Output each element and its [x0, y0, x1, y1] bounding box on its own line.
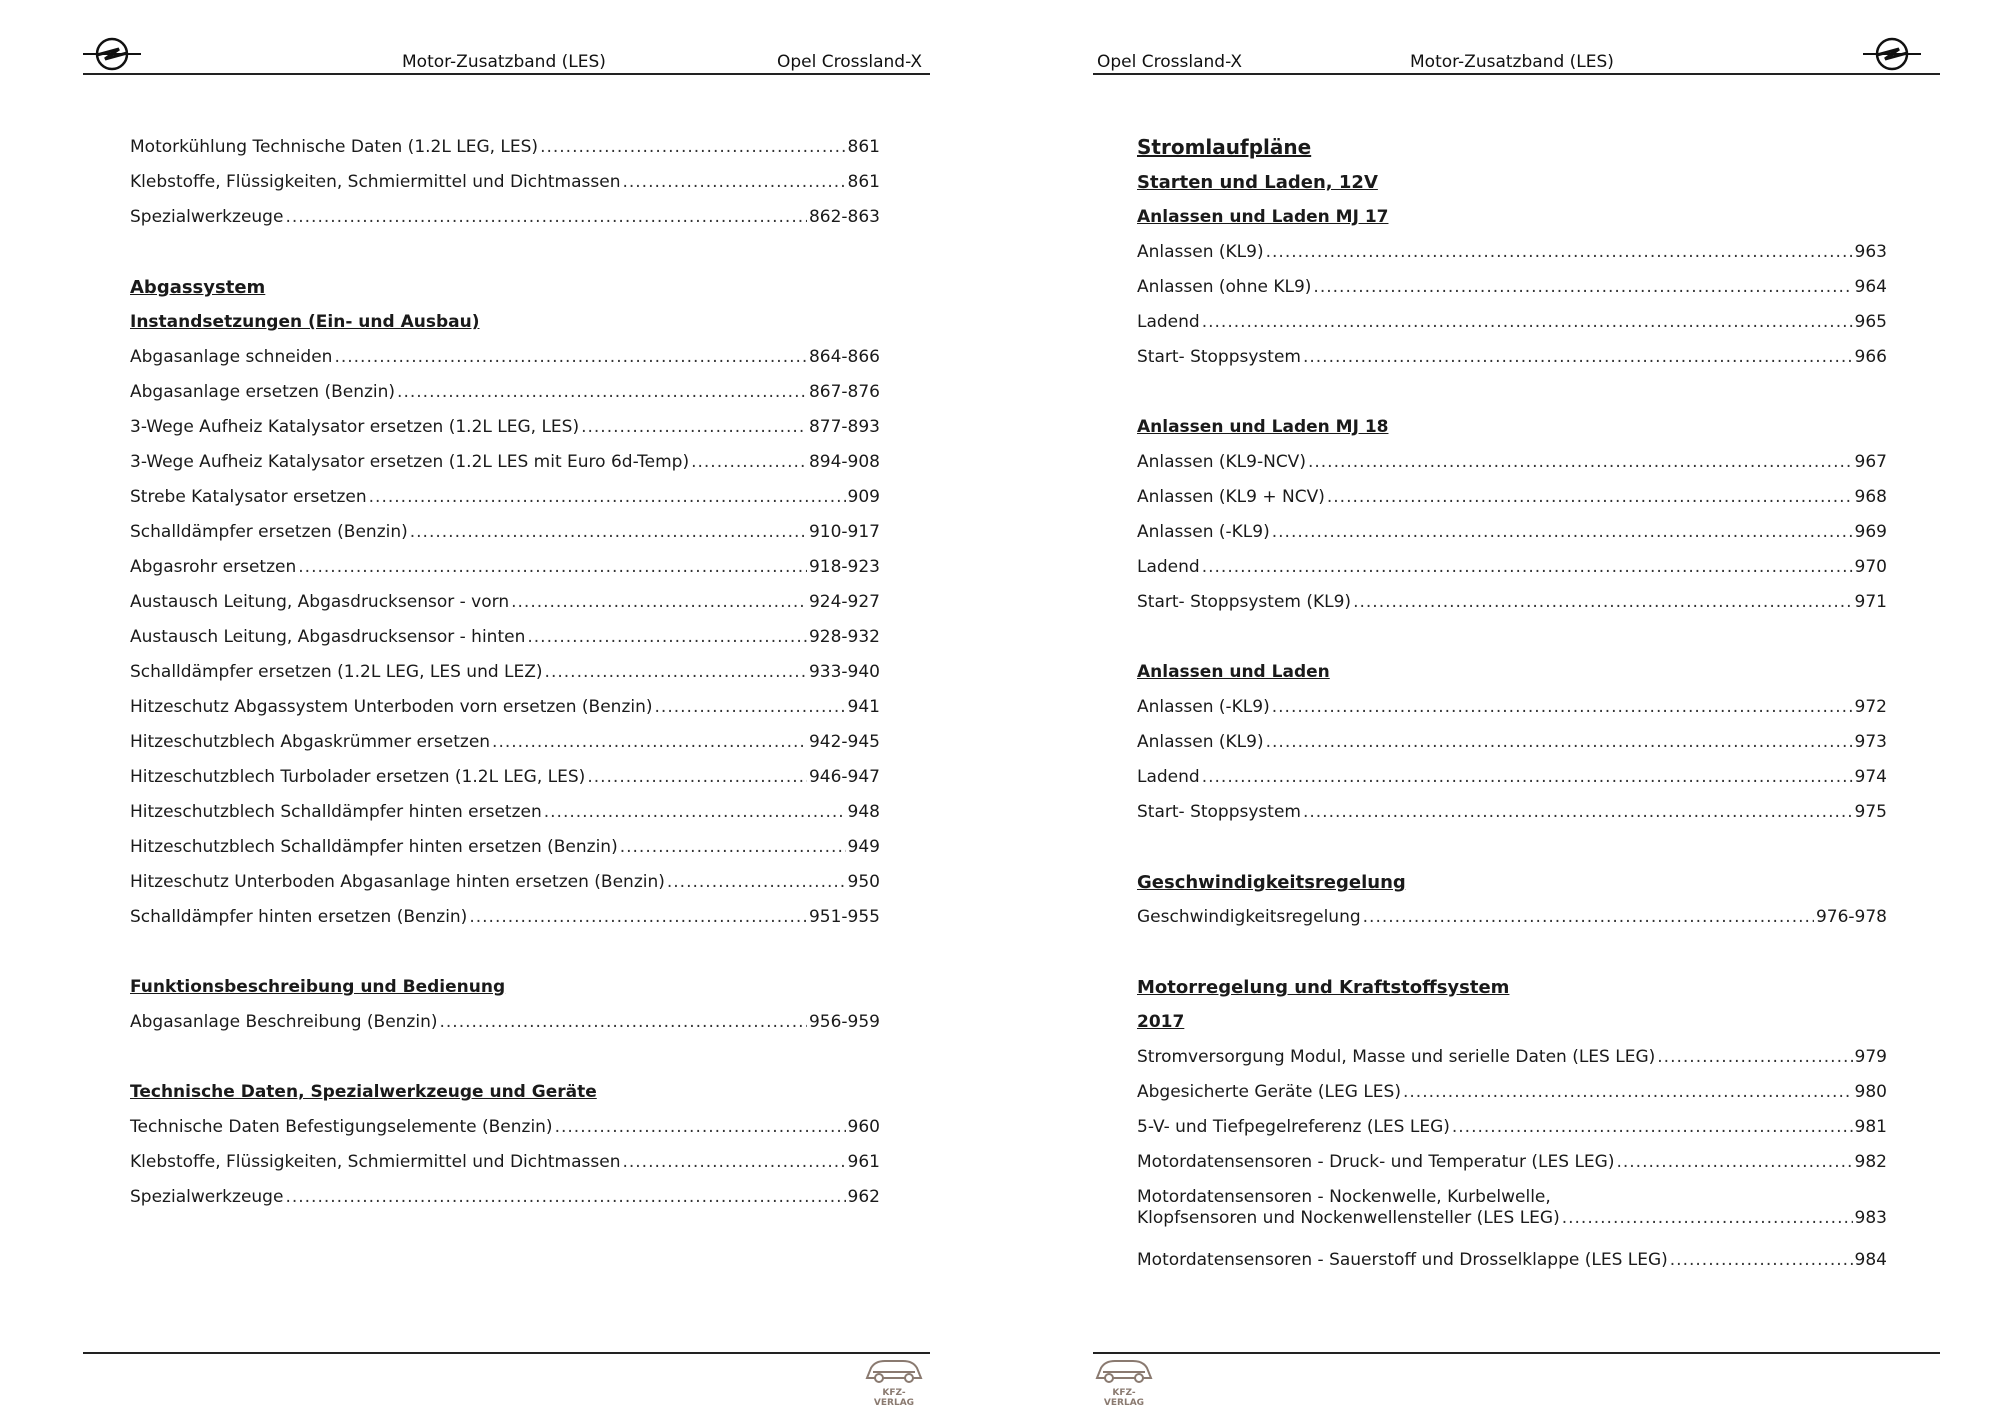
toc-entry-title: Schalldämpfer ersetzen (1.2L LEG, LES und LEZ): [130, 662, 543, 682]
toc-group-geschwindigkeit: [1137, 900, 1887, 935]
toc-leader-dots: [1452, 1110, 1853, 1145]
toc-leader-dots: [1353, 585, 1852, 620]
toc-entry-title: Geschwindigkeitsregelung: [1137, 907, 1361, 927]
toc-entry-page: 867-876: [808, 382, 880, 402]
toc-entry-title: Anlassen (KL9): [1137, 732, 1264, 752]
toc-entry-page: 949: [847, 837, 880, 857]
toc-entry-title: Abgasanlage ersetzen (Benzin): [130, 382, 396, 402]
toc-entry[interactable]: [1137, 1145, 1887, 1180]
toc-entry[interactable]: [1137, 725, 1887, 760]
toc-leader-dots: [691, 445, 807, 480]
toc-entry-title: Anlassen (KL9-NCV): [1137, 452, 1306, 472]
toc-entry-title: Technische Daten Befestigungselemente (Benzin): [130, 1117, 553, 1137]
toc-entry-title: Stromversorgung Modul, Masse und serielle Daten (LES LEG): [1137, 1047, 1656, 1067]
toc-entry[interactable]: [1137, 515, 1887, 550]
toc-entry-title: Anlassen (-KL9): [1137, 522, 1270, 542]
toc-leader-dots: [369, 480, 846, 515]
toc-entry-page: 974: [1854, 767, 1887, 787]
toc-leader-dots: [1363, 900, 1814, 935]
footer-logo-text: KFZ-VERLAG: [1103, 1388, 1145, 1408]
toc-entry-title: Abgesicherte Geräte (LEG LES): [1137, 1082, 1401, 1102]
toc-entry-title-line2: Klopfsensoren und Nockenwellensteller (LES LEG): [1137, 1208, 1560, 1228]
header-title: Motor-Zusatzband (LES): [402, 52, 606, 72]
footer-rule: [83, 1352, 930, 1354]
toc-entry[interactable]: [130, 865, 880, 900]
toc-leader-dots: [410, 515, 807, 550]
toc-entry[interactable]: [1137, 305, 1887, 340]
toc-entry-page: 980: [1854, 1082, 1887, 1102]
toc-leader-dots: [1313, 270, 1852, 305]
footer-logo-text: KFZ-VERLAG: [873, 1388, 915, 1408]
section-heading: Stromlaufpläne: [1137, 135, 1312, 159]
toc-entry-title: Anlassen (KL9 + NCV): [1137, 487, 1325, 507]
toc-entry-page: 948: [847, 802, 880, 822]
toc-entry-page: 971: [1854, 592, 1887, 612]
toc-entry-page: 864-866: [808, 347, 880, 367]
toc-entry-title: Ladend: [1137, 767, 1200, 787]
toc-entry[interactable]: [1137, 1075, 1887, 1110]
toc-leader-dots: [1303, 795, 1853, 830]
header-title: Motor-Zusatzband (LES): [1410, 52, 1614, 72]
toc-leader-dots: [587, 760, 807, 795]
kfz-verlag-logo: [863, 1356, 925, 1408]
toc-leader-dots: [1670, 1243, 1853, 1278]
toc-leader-dots: [1272, 515, 1853, 550]
toc-left: [130, 130, 880, 1215]
header-rule: [83, 73, 930, 75]
right-page: [1000, 0, 2000, 1413]
toc-entry-page: 976-978: [1815, 907, 1887, 927]
toc-entry-title: Austausch Leitung, Abgasdrucksensor - vorn: [130, 592, 510, 612]
toc-entry-page: 861: [847, 137, 880, 157]
toc-entry-title: 3-Wege Aufheiz Katalysator ersetzen (1.2L LEG, LES): [130, 417, 580, 437]
toc-entry-page: 960: [847, 1117, 880, 1137]
toc-group-motor-last: [1137, 1243, 1887, 1278]
toc-entry-title: Schalldämpfer hinten ersetzen (Benzin): [130, 907, 468, 927]
toc-leader-dots: [1657, 1040, 1852, 1075]
section-heading: Geschwindigkeitsregelung: [1137, 872, 1406, 893]
toc-leader-dots: [1202, 760, 1853, 795]
subsection-heading: Anlassen und Laden: [1137, 662, 1330, 682]
toc-entry-page: 965: [1854, 312, 1887, 332]
toc-entry[interactable]: [1137, 795, 1887, 830]
toc-entry[interactable]: [130, 900, 880, 935]
toc-entry-page: 933-940: [808, 662, 880, 682]
car-icon: [863, 1356, 925, 1384]
toc-leader-dots: [397, 375, 807, 410]
toc-entry[interactable]: [130, 1110, 880, 1145]
toc-entry-page: 967: [1854, 452, 1887, 472]
toc-entry-title: Schalldämpfer ersetzen (Benzin): [130, 522, 408, 542]
toc-entry[interactable]: [1137, 1110, 1887, 1145]
toc-leader-dots: [1266, 235, 1853, 270]
toc-entry-title: Motordatensensoren - Druck- und Temperatur (LES LEG): [1137, 1152, 1615, 1172]
toc-entry-page: 964: [1854, 277, 1887, 297]
toc-entry-title-line1: Motordatensensoren - Nockenwelle, Kurbelwelle,: [1137, 1187, 1551, 1207]
subsection-heading: Instandsetzungen (Ein- und Ausbau): [130, 312, 480, 332]
toc-entry[interactable]: [130, 550, 880, 585]
toc-leader-dots: [511, 585, 807, 620]
toc-group-abgas: [130, 340, 880, 935]
toc-group-anlassen-laden: [1137, 690, 1887, 830]
toc-entry-title: Hitzeschutzblech Abgaskrümmer ersetzen: [130, 732, 491, 752]
toc-entry[interactable]: [130, 1145, 880, 1180]
toc-entry[interactable]: [130, 830, 880, 865]
toc-entry-title: Start- Stoppsystem: [1137, 347, 1301, 367]
toc-entry-title: Austausch Leitung, Abgasdrucksensor - hinten: [130, 627, 526, 647]
toc-entry[interactable]: [1137, 1040, 1887, 1075]
section-heading: Abgassystem: [130, 277, 266, 298]
toc-entry-title: Hitzeschutz Abgassystem Unterboden vorn ersetzen (Benzin): [130, 697, 653, 717]
toc-entry-page: 979: [1854, 1047, 1887, 1067]
toc-leader-dots: [1202, 550, 1853, 585]
toc-entry[interactable]: [1137, 690, 1887, 725]
toc-leader-dots: [1266, 725, 1853, 760]
car-icon: [1093, 1356, 1155, 1384]
toc-entry[interactable]: [130, 375, 880, 410]
toc-leader-dots: [298, 550, 807, 585]
toc-leader-dots: [1327, 480, 1853, 515]
toc-leader-dots: [622, 1145, 845, 1180]
toc-leader-dots: [655, 690, 846, 725]
toc-group-mj18: [1137, 445, 1887, 620]
toc-entry-page: 982: [1854, 1152, 1887, 1172]
toc-entry[interactable]: [130, 410, 880, 445]
toc-entry[interactable]: [1137, 585, 1887, 620]
toc-leader-dots: [1202, 305, 1853, 340]
toc-entry-title: Hitzeschutzblech Schalldämpfer hinten ersetzen (Benzin): [130, 837, 618, 857]
toc-entry-title: Anlassen (ohne KL9): [1137, 277, 1312, 297]
toc-leader-dots: [1272, 690, 1853, 725]
header-rule: [1093, 73, 1940, 75]
toc-leader-dots: [334, 340, 807, 375]
toc-entry-page: 909: [847, 487, 880, 507]
toc-entry-title: Motordatensensoren - Sauerstoff und Drosselklappe (LES LEG): [1137, 1250, 1668, 1270]
toc-leader-dots: [440, 1005, 807, 1040]
toc-entry-page: 972: [1854, 697, 1887, 717]
toc-entry[interactable]: [130, 725, 880, 760]
toc-entry[interactable]: [130, 480, 880, 515]
toc-entry-title: Klebstoffe, Flüssigkeiten, Schmiermittel und Dichtmassen: [130, 172, 621, 192]
section-heading: Motorregelung und Kraftstoffsystem: [1137, 977, 1510, 998]
toc-entry-title: Hitzeschutzblech Turbolader ersetzen (1.2L LEG, LES): [130, 767, 586, 787]
toc-leader-dots: [622, 165, 845, 200]
toc-leader-dots: [1308, 445, 1853, 480]
toc-entry-title: Hitzeschutz Unterboden Abgasanlage hinten ersetzen (Benzin): [130, 872, 665, 892]
toc-leader-dots: [544, 795, 846, 830]
toc-entry[interactable]: [130, 1005, 880, 1040]
toc-entry-page: 975: [1854, 802, 1887, 822]
subsection-heading: Technische Daten, Spezialwerkzeuge und Geräte: [130, 1082, 597, 1102]
toc-entry-title: Anlassen (-KL9): [1137, 697, 1270, 717]
toc-entry[interactable]: [1137, 270, 1887, 305]
toc-group-funktion: [130, 1005, 880, 1040]
toc-leader-dots: [492, 725, 807, 760]
toc-leader-dots: [1303, 340, 1853, 375]
toc-entry-page: 894-908: [808, 452, 880, 472]
toc-leader-dots: [667, 865, 846, 900]
header-model: Opel Crossland-X: [777, 52, 922, 72]
toc-entry[interactable]: [1137, 445, 1887, 480]
toc-entry[interactable]: [130, 340, 880, 375]
toc-entry[interactable]: [130, 690, 880, 725]
toc-entry-title: Motorkühlung Technische Daten (1.2L LEG, LES): [130, 137, 539, 157]
kfz-verlag-logo: [1093, 1356, 1155, 1408]
toc-entry-page: 924-927: [808, 592, 880, 612]
toc-entry-page: 918-923: [808, 557, 880, 577]
toc-leader-dots: [285, 1180, 845, 1215]
toc-leader-dots: [285, 200, 807, 235]
toc-right: [1137, 130, 1887, 1278]
toc-entry-page: 983: [1854, 1208, 1887, 1228]
toc-entry-page: 941: [847, 697, 880, 717]
toc-group-mj17: [1137, 235, 1887, 375]
toc-entry[interactable]: [130, 515, 880, 550]
toc-entry-page: 956-959: [808, 1012, 880, 1032]
toc-entry[interactable]: [130, 200, 880, 235]
toc-entry-title: Klebstoffe, Flüssigkeiten, Schmiermittel und Dichtmassen: [130, 1152, 621, 1172]
toc-entry-title: 5-V- und Tiefpegelreferenz (LES LEG): [1137, 1117, 1450, 1137]
toc-leader-dots: [540, 130, 845, 165]
toc-leader-dots: [1403, 1075, 1853, 1110]
opel-logo-icon: [83, 36, 141, 72]
subsection-heading: Funktionsbeschreibung und Bedienung: [130, 977, 506, 997]
toc-leader-dots: [581, 410, 807, 445]
toc-entry-title: Hitzeschutzblech Schalldämpfer hinten ersetzen: [130, 802, 542, 822]
toc-entry-page: 962: [847, 1187, 880, 1207]
toc-entry-page: 950: [847, 872, 880, 892]
toc-entry[interactable]: [1137, 480, 1887, 515]
toc-entry-page: 963: [1854, 242, 1887, 262]
toc-entry-title: Ladend: [1137, 557, 1200, 577]
toc-entry[interactable]: [130, 165, 880, 200]
toc-entry-page: 861: [847, 172, 880, 192]
toc-leader-dots: [1616, 1145, 1852, 1180]
toc-entry[interactable]: [1137, 1243, 1887, 1278]
toc-entry-page: 946-947: [808, 767, 880, 787]
toc-entry-page: 942-945: [808, 732, 880, 752]
toc-entry-page: 928-932: [808, 627, 880, 647]
toc-entry[interactable]: [130, 445, 880, 480]
toc-entry-page: 951-955: [808, 907, 880, 927]
toc-entry[interactable]: [1137, 900, 1887, 935]
toc-group-motor: [1137, 1040, 1887, 1180]
toc-entry[interactable]: [130, 1180, 880, 1215]
toc-entry-title: Abgasanlage Beschreibung (Benzin): [130, 1012, 438, 1032]
toc-entry[interactable]: [130, 620, 880, 655]
subsection-heading: 2017: [1137, 1012, 1185, 1032]
toc-leader-dots: [527, 620, 807, 655]
toc-entry-page: 984: [1854, 1250, 1887, 1270]
toc-entry-title: Abgasanlage schneiden: [130, 347, 333, 367]
toc-entry[interactable]: [130, 655, 880, 690]
toc-entry-page: 969: [1854, 522, 1887, 542]
toc-entry-title: 3-Wege Aufheiz Katalysator ersetzen (1.2L LES mit Euro 6d-Temp): [130, 452, 690, 472]
toc-entry[interactable]: [1137, 340, 1887, 375]
toc-entry-title: Start- Stoppsystem (KL9): [1137, 592, 1352, 612]
toc-entry-page: 981: [1854, 1117, 1887, 1137]
toc-group-intro: [130, 130, 880, 235]
toc-entry[interactable]: [1137, 550, 1887, 585]
toc-entry-title: Start- Stoppsystem: [1137, 802, 1301, 822]
toc-entry[interactable]: [130, 130, 880, 165]
toc-entry-page: 973: [1854, 732, 1887, 752]
subsection-heading: Starten und Laden, 12V: [1137, 172, 1378, 193]
subsection-heading: Anlassen und Laden MJ 18: [1137, 417, 1389, 437]
header-model: Opel Crossland-X: [1097, 52, 1242, 72]
toc-entry[interactable]: [130, 585, 880, 620]
toc-entry-title: Strebe Katalysator ersetzen: [130, 487, 367, 507]
toc-entry-page: 910-917: [808, 522, 880, 542]
toc-leader-dots: [1562, 1208, 1853, 1229]
toc-entry[interactable]: [1137, 235, 1887, 270]
toc-entry[interactable]: [1137, 1180, 1887, 1243]
toc-entry-page: 970: [1854, 557, 1887, 577]
toc-entry[interactable]: [1137, 760, 1887, 795]
toc-entry-page: 968: [1854, 487, 1887, 507]
subsection-heading: Anlassen und Laden MJ 17: [1137, 207, 1389, 227]
toc-entry-title: Ladend: [1137, 312, 1200, 332]
opel-logo-icon: [1863, 36, 1921, 72]
footer-rule: [1093, 1352, 1940, 1354]
toc-entry-page: 862-863: [808, 207, 880, 227]
toc-leader-dots: [545, 655, 807, 690]
toc-entry-page: 966: [1854, 347, 1887, 367]
toc-entry-page: 961: [847, 1152, 880, 1172]
toc-leader-dots: [555, 1110, 846, 1145]
toc-group-technik: [130, 1110, 880, 1215]
toc-entry[interactable]: [130, 760, 880, 795]
toc-entry-title: Abgasrohr ersetzen: [130, 557, 297, 577]
toc-entry-title: Anlassen (KL9): [1137, 242, 1264, 262]
toc-entry-title: Spezialwerkzeuge: [130, 1187, 284, 1207]
toc-entry-page: 877-893: [808, 417, 880, 437]
toc-entry-title: Spezialwerkzeuge: [130, 207, 284, 227]
toc-leader-dots: [469, 900, 807, 935]
toc-leader-dots: [620, 830, 846, 865]
toc-entry[interactable]: [130, 795, 880, 830]
